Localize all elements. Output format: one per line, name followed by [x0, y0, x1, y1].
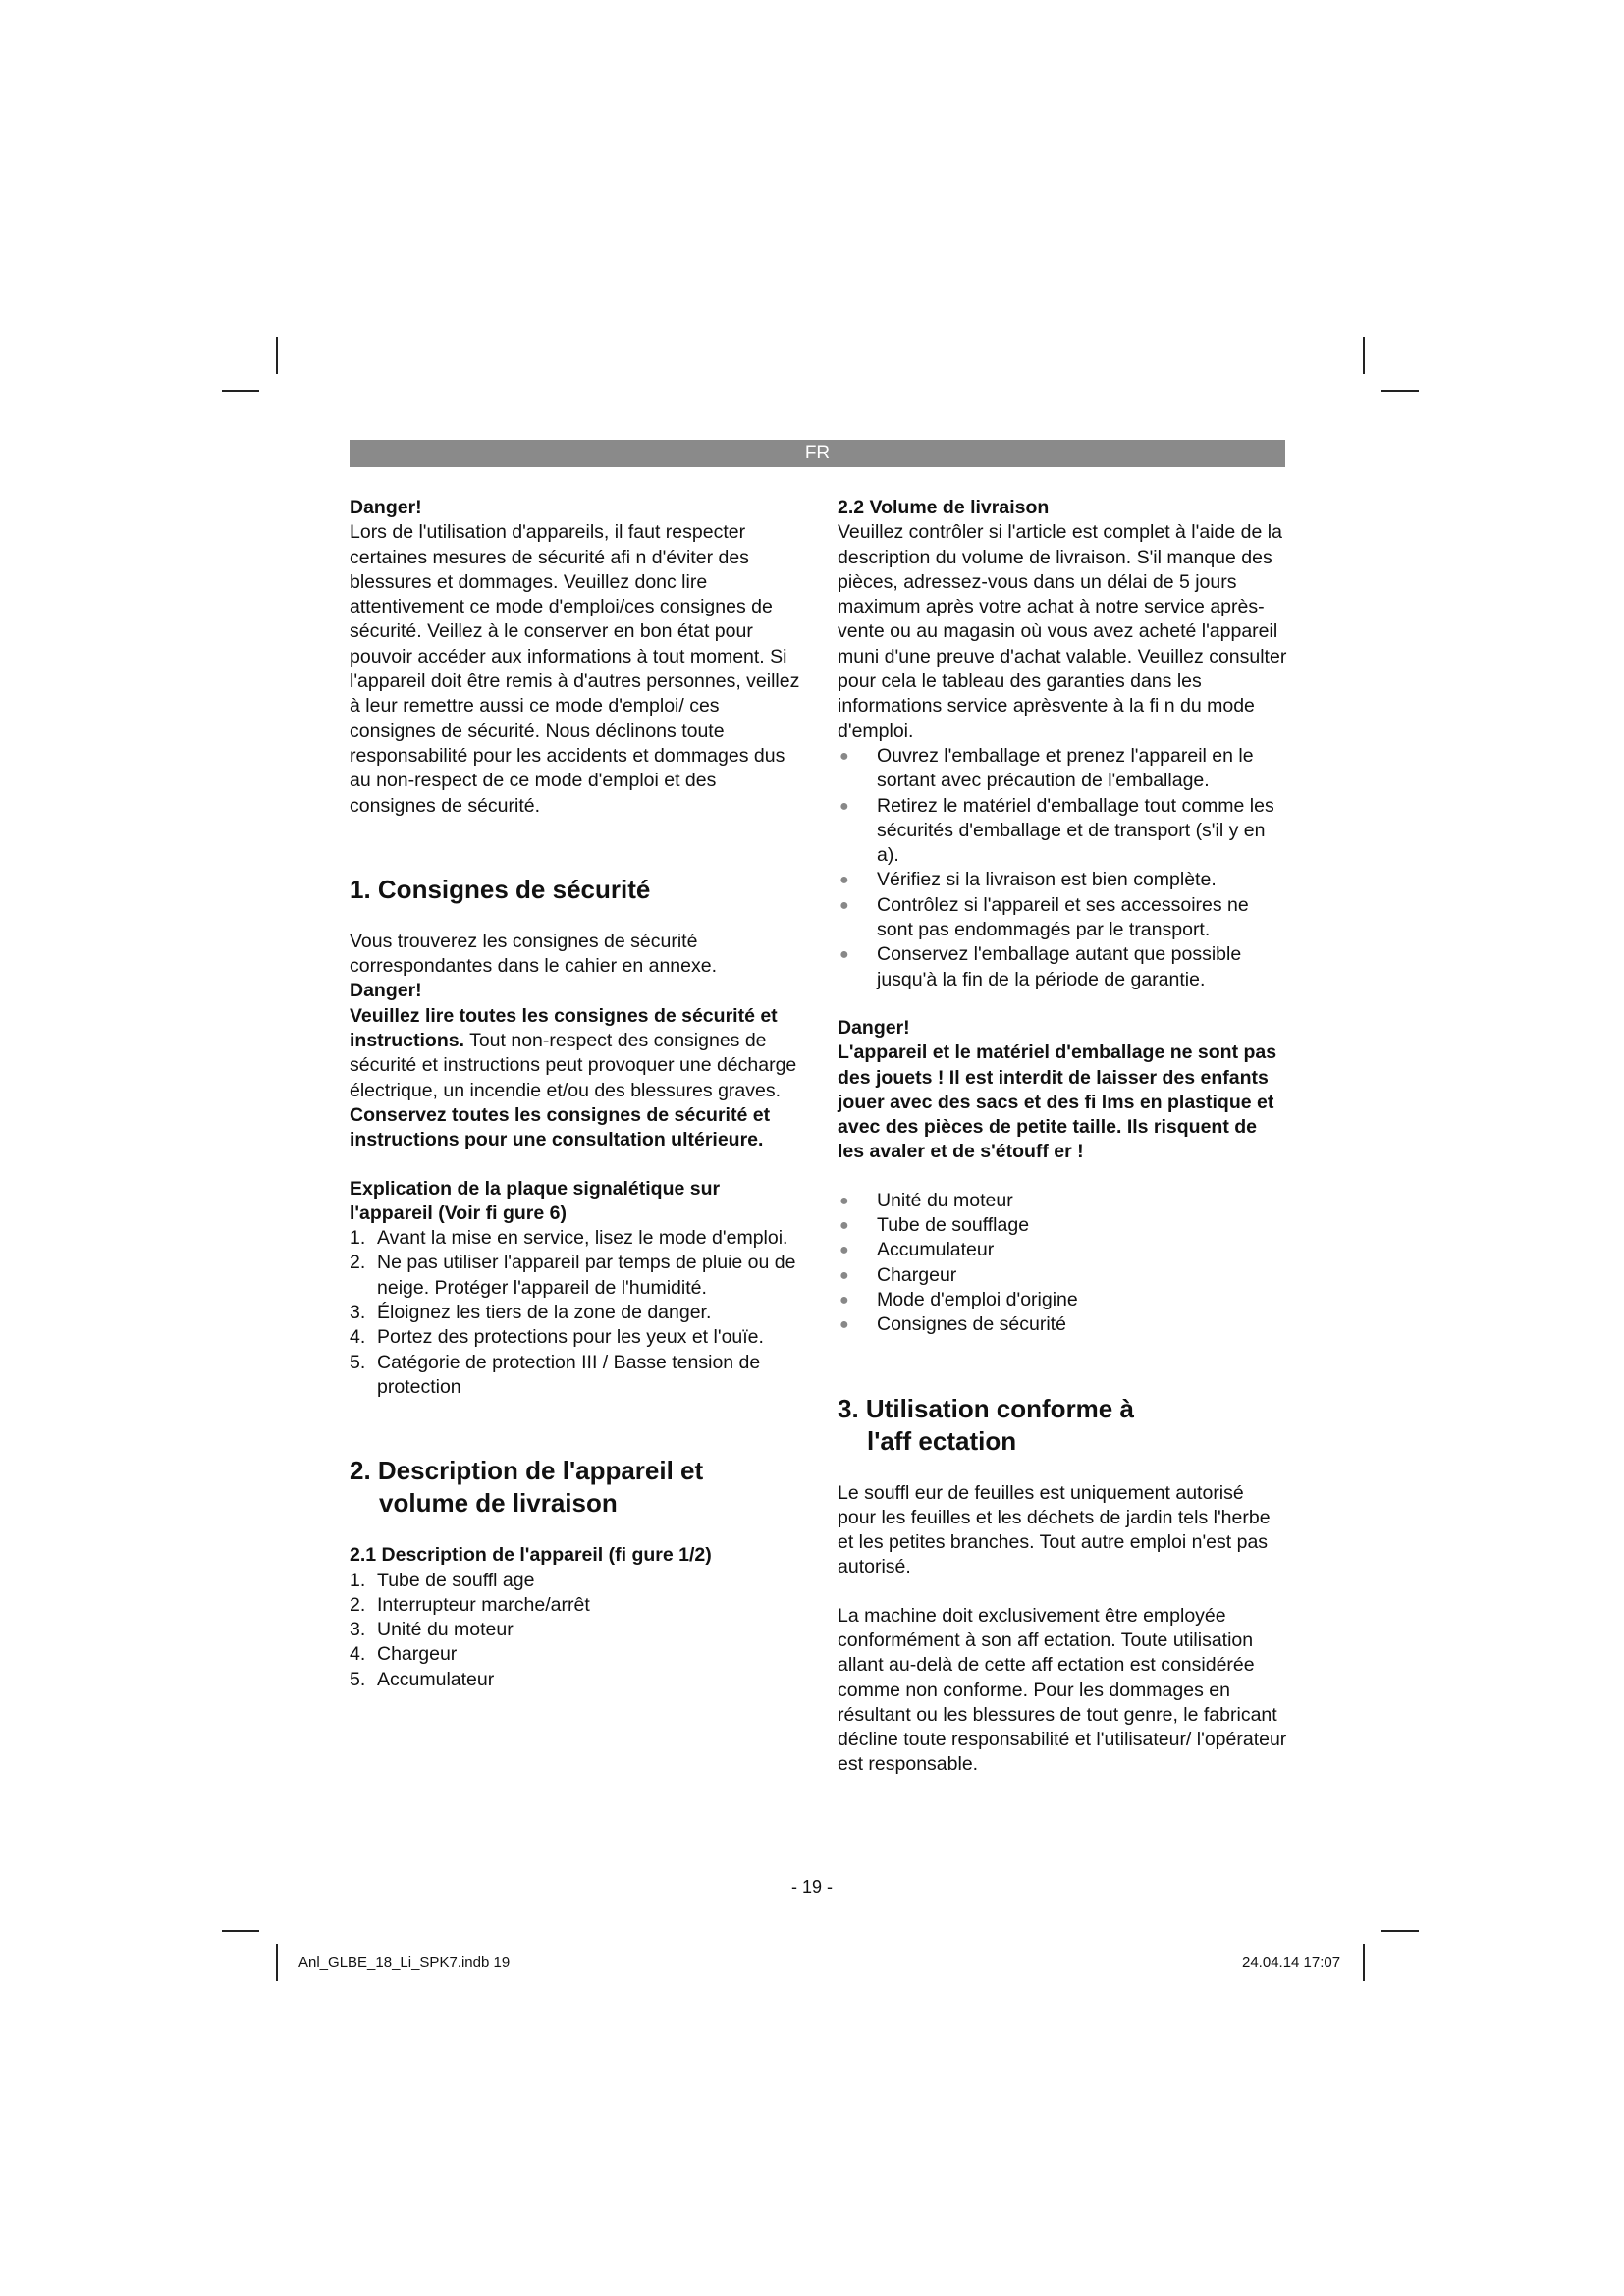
bullet-icon: ●	[839, 1192, 849, 1209]
page-number: - 19 -	[790, 1877, 833, 1896]
section-2-2-title: 2.2 Volume de livraison	[838, 497, 1050, 518]
packaging-danger-text: L'appareil et le matériel d'emballage ne sont pas des jouets ! Il est interdit de laisser des enfants jouer avec des sacs et des fi lms en plastique et avec des pièces de petite taille. Ils risquent de les avaler et de s'étouff er !	[838, 1041, 1277, 1163]
list-item: 5. Accumulateur	[350, 1668, 495, 1690]
section-1-title: 1. Consignes de sécurité	[350, 874, 651, 904]
list-item: ● Ouvrez l'emballage et prenez l'appareil en le sortant avec précaution de l'emballage.	[838, 744, 1287, 794]
list-item: 1. Tube de souffl age	[350, 1569, 535, 1591]
bullet-icon: ●	[839, 896, 849, 914]
list-item: 2. Interrupteur marche/arrêt	[350, 1593, 590, 1616]
list-item: ● Mode d'emploi d'origine	[838, 1288, 1287, 1312]
list-item: ● Retirez le matériel d'emballage tout comme les sécurités d'emballage et de transport (s'il y en a).	[838, 794, 1287, 869]
crop-mark-tr-h	[1381, 390, 1419, 392]
list-item: 5. Catégorie de protection III / Basse tension de protection	[350, 1351, 761, 1398]
crop-mark-br-v	[1363, 1944, 1365, 1981]
bullet-icon: ●	[839, 797, 849, 815]
list-item: 1. Avant la mise en service, lisez le mode d'emploi.	[350, 1227, 788, 1250]
list-item: 4. Chargeur	[350, 1643, 458, 1666]
section-1-danger: Danger!	[350, 980, 422, 1002]
warning-bold: Veuillez lire toutes les consignes de sécurité et instructions.	[350, 1004, 778, 1052]
danger-text: Lors de l'utilisation d'appareils, il faut respecter certaines mesures de sécurité afi n d'éviter des blessures et dommages. Veuillez donc lire attentivement ce mode d'emploi/ces consignes de sécurité. Veillez à le conserver en bon état pour pouvoir accéder aux informations à tout moment. Si l'appareil doit être remis à d'autres personnes, veillez à leur remettre aussi ce mode d'emploi/ ces consignes de sécurité. Nous déclinons toute responsabilité pour les accidents et dommages dus au non-respect de ce mode d'emploi et des consignes de sécurité.	[350, 521, 800, 817]
unpacking-steps-list	[838, 744, 1287, 992]
section-1-keep-instructions: Conservez toutes les consignes de sécurité et instructions pour une consultation ultérieure.	[350, 1103, 771, 1151]
list-item: ● Tube de soufflage	[838, 1213, 1287, 1238]
list-item: ● Vérifiez si la livraison est bien complète.	[838, 868, 1287, 892]
section-3-title: 3. Utilisation conforme à l'aff ectation	[838, 1393, 1134, 1456]
crop-mark-tr-v	[1363, 337, 1365, 374]
language-label: FR	[804, 443, 831, 463]
list-item: 3. Unité du moteur	[350, 1619, 514, 1641]
danger-title: Danger!	[350, 497, 422, 518]
list-item: 2. Ne pas utiliser l'appareil par temps de pluie ou de neige. Protéger l'appareil de l'humidité.	[350, 1252, 796, 1299]
list-item: 3. Éloignez les tiers de la zone de danger.	[350, 1302, 712, 1324]
list-item: 4. Portez des protections pour les yeux et l'ouïe.	[350, 1326, 764, 1349]
left-column	[350, 496, 801, 1692]
bullet-icon: ●	[839, 872, 849, 889]
bullet-icon: ●	[839, 1291, 849, 1308]
crop-mark-bl-v	[276, 1944, 278, 1981]
crop-mark-tl-v	[276, 337, 278, 374]
crop-mark-tl-h	[222, 390, 259, 392]
rating-plate-list	[350, 1226, 801, 1400]
section-2-2-text: Veuillez contrôler si l'article est complet à l'aide de la description du volume de livraison. S'il manque des pièces, adressez-vous dans un délai de 5 jours maximum après votre achat à notre service après-vente ou au magasin où vous avez acheté l'appareil muni d'une preuve d'achat valable. Veuillez consulter pour cela le tableau des garanties dans les informations service aprèsvente à la fi n du mode d'emploi.	[838, 521, 1287, 742]
bullet-icon: ●	[839, 1217, 849, 1235]
bullet-icon: ●	[839, 747, 849, 765]
crop-mark-br-h	[1381, 1930, 1419, 1932]
bullet-icon: ●	[839, 946, 849, 964]
section-1-warning	[350, 1004, 801, 1103]
list-item: ● Unité du moteur	[838, 1189, 1287, 1213]
section-1-intro: Vous trouverez les consignes de sécurité correspondantes dans le cahier en annexe.	[350, 930, 718, 978]
list-item: ● Chargeur	[838, 1263, 1287, 1288]
bullet-icon: ●	[839, 1316, 849, 1334]
right-column	[838, 496, 1287, 1778]
file-info: Anl_GLBE_18_Li_SPK7.indb 19	[298, 1954, 511, 1971]
section-3-paragraph-2: La machine doit exclusivement être employée conformément à son aff ectation. Toute utilisation allant au-delà de cette aff ectation est considérée comme non conforme. Pour les dommages en résultant ou les blessures de tout genre, le fabricant décline toute responsabilité et l'utilisateur/ l'opérateur est responsable.	[838, 1604, 1287, 1776]
list-item: ● Consignes de sécurité	[838, 1312, 1287, 1337]
list-item: ● Accumulateur	[838, 1238, 1287, 1262]
list-item: ● Conservez l'emballage autant que possible jusqu'à la fin de la période de garantie.	[838, 942, 1287, 992]
device-parts-list	[350, 1569, 801, 1692]
bullet-icon: ●	[839, 1242, 849, 1259]
rating-plate-title: Explication de la plaque signalétique sur l'appareil (Voir fi gure 6)	[350, 1177, 721, 1224]
section-2-1-title: 2.1 Description de l'appareil (fi gure 1/2)	[350, 1544, 712, 1567]
bullet-icon: ●	[839, 1266, 849, 1284]
section-2-title: 2. Description de l'appareil et volume de livraison	[350, 1456, 704, 1519]
crop-mark-bl-h	[222, 1930, 259, 1932]
print-date: 24.04.14 17:07	[1242, 1954, 1341, 1971]
language-header-bar	[350, 440, 1285, 467]
delivery-items-list	[838, 1189, 1287, 1338]
packaging-danger-title: Danger!	[838, 1016, 910, 1039]
section-3-paragraph-1: Le souffl eur de feuilles est uniquement autorisé pour les feuilles et les déchets de jardin tels l'herbe et les petites branches. Tout autre emploi n'est pas autorisé.	[838, 1481, 1271, 1578]
list-item: ● Contrôlez si l'appareil et ses accessoires ne sont pas endommagés par le transport.	[838, 893, 1287, 943]
warning-text: Tout non-respect des consignes de sécurité et instructions peut provoquer une décharge électrique, un incendie et/ou des blessures graves.	[350, 1030, 797, 1101]
